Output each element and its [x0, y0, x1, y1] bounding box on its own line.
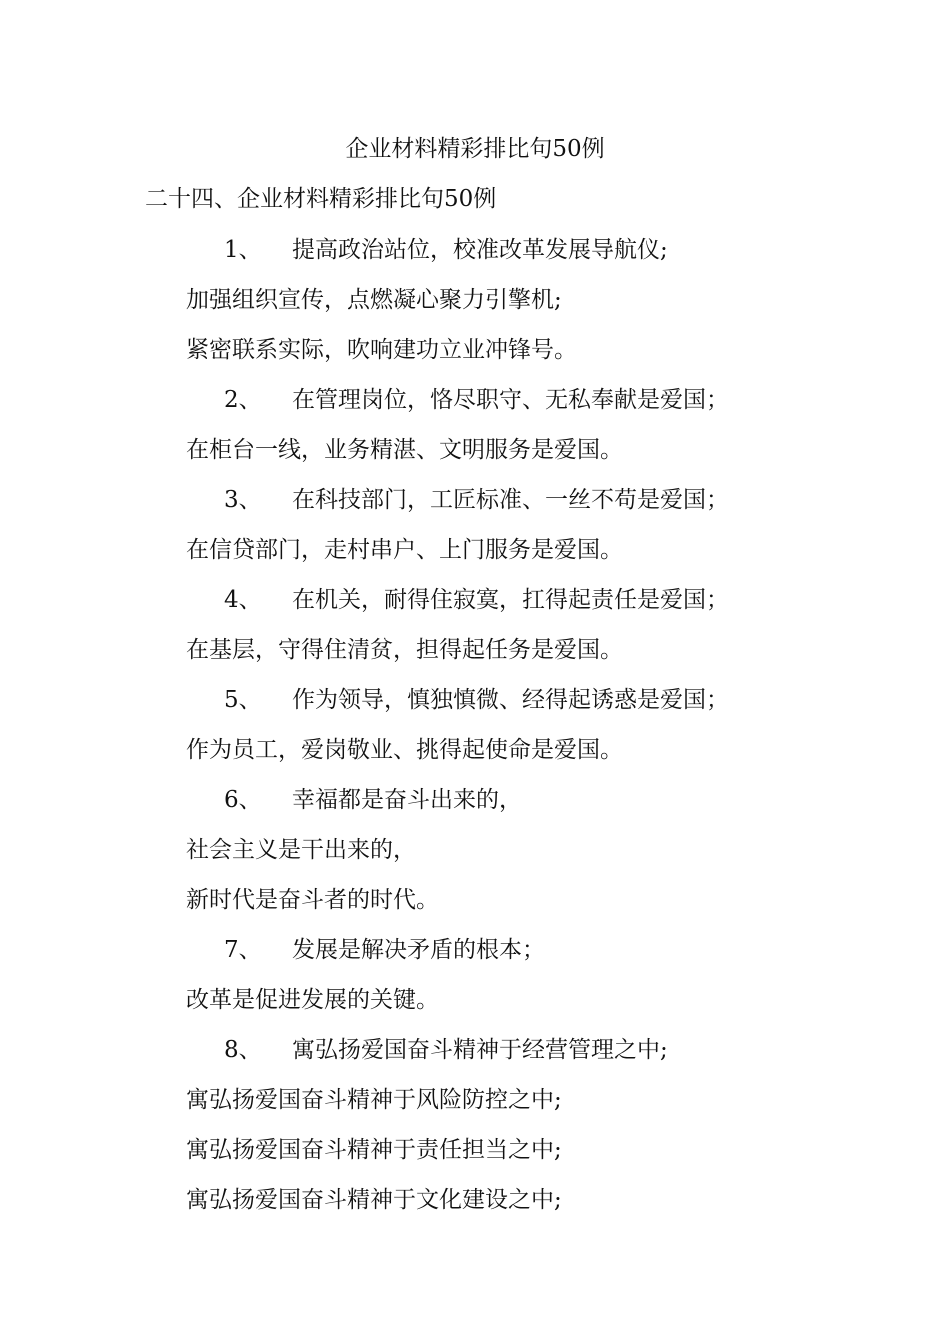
list-item-line: [0, 732, 950, 782]
item-text: 寓弘扬爱国奋斗精神于责任担当之中;: [186, 1137, 562, 1163]
list-item-line: [0, 682, 950, 732]
item-number: 3、: [224, 487, 262, 513]
list-item-line: [0, 1082, 950, 1132]
list-item-line: [0, 582, 950, 632]
list-item-line: [0, 1032, 950, 1082]
item-number: 1、: [224, 237, 262, 263]
item-text: 作为领导，慎独慎微、经得起诱惑是爱国；: [292, 687, 729, 713]
item-text: 寓弘扬爱国奋斗精神于文化建设之中;: [186, 1187, 562, 1213]
list-item-line: [0, 282, 950, 332]
list-item-line: [0, 1132, 950, 1182]
list-item-line: [0, 632, 950, 682]
item-text: 作为员工，爱岗敬业、挑得起使命是爱国。: [186, 737, 623, 763]
list-item-line: [0, 1182, 950, 1232]
list-item-line: [0, 832, 950, 882]
item-text: 在科技部门，工匠标准、一丝不苟是爱国；: [292, 487, 729, 513]
item-text: 在信贷部门，走村串户、上门服务是爱国。: [186, 537, 623, 563]
item-number: 7、: [224, 937, 262, 963]
list-item-line: [0, 882, 950, 932]
list-item-line: [0, 232, 950, 282]
list-item-line: [0, 782, 950, 832]
document-title: 企业材料精彩排比句50例: [345, 136, 605, 162]
item-text: 加强组织宣传，点燃凝心聚力引擎机;: [186, 287, 562, 313]
item-list: [0, 232, 950, 1232]
item-text: 幸福都是奋斗出来的，: [292, 787, 522, 813]
list-item-line: [0, 982, 950, 1032]
section-heading: 二十四、企业材料精彩排比句50例: [145, 186, 497, 212]
item-number: 2、: [224, 387, 262, 413]
item-text: 寓弘扬爱国奋斗精神于经营管理之中;: [292, 1037, 668, 1063]
item-text: 在机关，耐得住寂寞，扛得起责任是爱国；: [292, 587, 729, 613]
list-item-line: [0, 932, 950, 982]
item-text: 在基层，守得住清贫，担得起任务是爱国。: [186, 637, 623, 663]
list-item-line: [0, 432, 950, 482]
item-number: 4、: [224, 587, 262, 613]
item-text: 紧密联系实际，吹响建功立业冲锋号。: [186, 337, 577, 363]
item-text: 发展是解决矛盾的根本；: [292, 937, 545, 963]
item-text: 新时代是奋斗者的时代。: [186, 887, 439, 913]
list-item-line: [0, 532, 950, 582]
list-item-line: [0, 382, 950, 432]
item-number: 6、: [224, 787, 262, 813]
item-text: 在管理岗位，恪尽职守、无私奉献是爱国；: [292, 387, 729, 413]
item-text: 在柜台一线，业务精湛、文明服务是爱国。: [186, 437, 623, 463]
item-number: 5、: [224, 687, 262, 713]
list-item-line: [0, 482, 950, 532]
item-text: 社会主义是干出来的，: [186, 837, 416, 863]
item-text: 提高政治站位，校准改革发展导航仪;: [292, 237, 668, 263]
item-text: 改革是促进发展的关键。: [186, 987, 439, 1013]
list-item-line: [0, 332, 950, 382]
item-number: 8、: [224, 1037, 262, 1063]
item-text: 寓弘扬爱国奋斗精神于风险防控之中;: [186, 1087, 562, 1113]
